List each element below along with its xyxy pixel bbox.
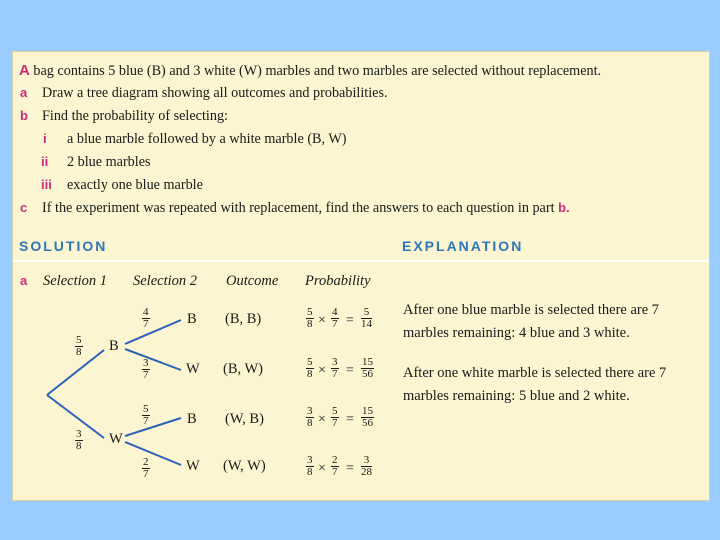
times-sign: × bbox=[318, 313, 326, 328]
branch-w-to-w bbox=[125, 442, 181, 465]
question-intro-text: bag contains 5 blue (B) and 3 white (W) marbles and two marbles are selected without replacement. bbox=[33, 63, 602, 79]
prob-bb-f1-den: 8 bbox=[307, 318, 313, 330]
part-c-body: If the experiment was repeated with replacement, find the answers to each question in part bbox=[42, 200, 555, 216]
prob-first-w bbox=[75, 429, 83, 452]
node-second-bb: B bbox=[187, 311, 197, 327]
prob-bw-r-num: 15 bbox=[362, 356, 373, 368]
part-b-text: Find the probability of selecting: bbox=[42, 108, 228, 124]
prob-first-w-den: 8 bbox=[76, 440, 82, 452]
content-panel bbox=[12, 51, 710, 501]
node-first-w: W bbox=[109, 431, 123, 447]
prob-ww-result bbox=[361, 455, 372, 478]
prob-wb-factor-2 bbox=[331, 406, 339, 429]
part-b-iii-label: iii bbox=[41, 177, 52, 192]
prob-second-bb-den: 7 bbox=[143, 318, 149, 330]
times-sign: × bbox=[318, 363, 326, 378]
prob-second-wb bbox=[142, 404, 150, 427]
branch-w-to-b bbox=[125, 415, 181, 436]
node-second-bw: W bbox=[186, 361, 200, 377]
prob-first-w-num: 3 bbox=[76, 428, 82, 440]
outcome-bw: (B, W) bbox=[223, 361, 264, 377]
prob-bb-f2-num: 4 bbox=[332, 306, 338, 318]
explanation-blue-first: After one blue marble is selected there are 7 marbles remaining: 4 blue and 3 white. bbox=[403, 302, 660, 341]
equals-sign: = bbox=[346, 412, 354, 427]
column-probability: Probability bbox=[305, 273, 371, 289]
prob-second-bw-num: 3 bbox=[143, 357, 149, 369]
prob-wb-r-den: 56 bbox=[362, 417, 373, 429]
prob-bw-result bbox=[361, 357, 374, 380]
prob-bb-result bbox=[361, 307, 372, 330]
prob-second-bb-num: 4 bbox=[143, 306, 149, 318]
prob-bw-factor-1 bbox=[306, 357, 314, 380]
prob-bb-f2-den: 7 bbox=[332, 318, 338, 330]
prob-ww-f1-num: 3 bbox=[307, 454, 313, 466]
prob-second-ww-den: 7 bbox=[143, 468, 149, 480]
prob-first-b bbox=[75, 335, 83, 358]
prob-wb-f1-den: 8 bbox=[307, 417, 313, 429]
part-b-iii-text: exactly one blue marble bbox=[67, 177, 203, 193]
part-b-ii-text: 2 blue marbles bbox=[67, 154, 151, 170]
node-second-wb: B bbox=[187, 411, 197, 427]
branch-b-to-w bbox=[125, 349, 181, 370]
branch-b-to-b bbox=[125, 320, 181, 344]
prob-second-bw-den: 7 bbox=[143, 369, 149, 381]
prob-wb-f2-num: 5 bbox=[332, 405, 338, 417]
prob-second-bw bbox=[142, 358, 150, 381]
prob-first-b-den: 8 bbox=[76, 346, 82, 358]
solution-header: SOLUTION bbox=[19, 238, 108, 254]
part-b-ii-label: ii bbox=[41, 154, 49, 169]
prob-ww-factor-2 bbox=[331, 455, 339, 478]
part-b-label: b bbox=[20, 108, 28, 123]
part-a-text: Draw a tree diagram showing all outcomes and probabilities. bbox=[42, 85, 388, 101]
prob-bw-factor-2 bbox=[331, 357, 339, 380]
equals-sign: = bbox=[346, 461, 354, 476]
outcome-wb: (W, B) bbox=[225, 411, 264, 427]
prob-ww-r-num: 3 bbox=[361, 455, 372, 467]
prob-ww-f1-den: 8 bbox=[307, 466, 313, 478]
prob-second-ww bbox=[142, 457, 150, 480]
column-selection-2: Selection 2 bbox=[133, 273, 198, 289]
prob-bw-f1-den: 8 bbox=[307, 368, 313, 380]
part-b-i-label: i bbox=[43, 131, 47, 146]
prob-bb-r-num: 5 bbox=[361, 307, 372, 319]
outcome-ww: (W, W) bbox=[223, 458, 266, 474]
prob-bb-factor-1 bbox=[306, 307, 314, 330]
prob-ww-f2-num: 2 bbox=[332, 454, 338, 466]
prob-second-bb bbox=[142, 307, 150, 330]
prob-ww-factor-1 bbox=[306, 455, 314, 478]
column-outcome: Outcome bbox=[226, 273, 279, 289]
explanation-white-first: After one white marble is selected there are 7 marbles remaining: 5 blue and 2 white. bbox=[403, 365, 667, 404]
prob-bb-factor-2 bbox=[331, 307, 339, 330]
prob-bw-f2-num: 3 bbox=[332, 356, 338, 368]
prob-first-b-num: 5 bbox=[76, 334, 82, 346]
question-intro-letter: A bbox=[19, 62, 30, 79]
explanation-header: EXPLANATION bbox=[402, 238, 524, 254]
column-selection-1: Selection 1 bbox=[43, 273, 108, 289]
equals-sign: = bbox=[346, 363, 354, 378]
prob-bw-f2-den: 7 bbox=[332, 368, 338, 380]
prob-second-wb-den: 7 bbox=[143, 415, 149, 427]
node-first-b: B bbox=[109, 338, 119, 354]
prob-bb-r-den: 14 bbox=[361, 318, 372, 330]
times-sign: × bbox=[318, 412, 326, 427]
prob-wb-f1-num: 3 bbox=[307, 405, 313, 417]
prob-second-wb-num: 5 bbox=[143, 403, 149, 415]
part-a-label: a bbox=[20, 85, 28, 100]
prob-bb-f1-num: 5 bbox=[307, 306, 313, 318]
part-c-ref: b. bbox=[558, 200, 570, 215]
prob-wb-factor-1 bbox=[306, 406, 314, 429]
node-second-ww: W bbox=[186, 458, 200, 474]
prob-wb-r-num: 15 bbox=[362, 405, 373, 417]
prob-wb-result bbox=[361, 406, 374, 429]
prob-bw-f1-num: 5 bbox=[307, 356, 313, 368]
solution-part-a-label: a bbox=[20, 273, 28, 288]
prob-second-ww-num: 2 bbox=[143, 456, 149, 468]
part-c-label: c bbox=[20, 200, 28, 215]
prob-bw-r-den: 56 bbox=[362, 368, 373, 380]
outcome-bb: (B, B) bbox=[225, 311, 262, 327]
times-sign: × bbox=[318, 461, 326, 476]
prob-wb-f2-den: 7 bbox=[332, 417, 338, 429]
part-b-i-text: a blue marble followed by a white marble (B, W) bbox=[67, 131, 347, 147]
equals-sign: = bbox=[346, 313, 354, 328]
prob-ww-r-den: 28 bbox=[361, 466, 372, 478]
prob-ww-f2-den: 7 bbox=[332, 466, 338, 478]
